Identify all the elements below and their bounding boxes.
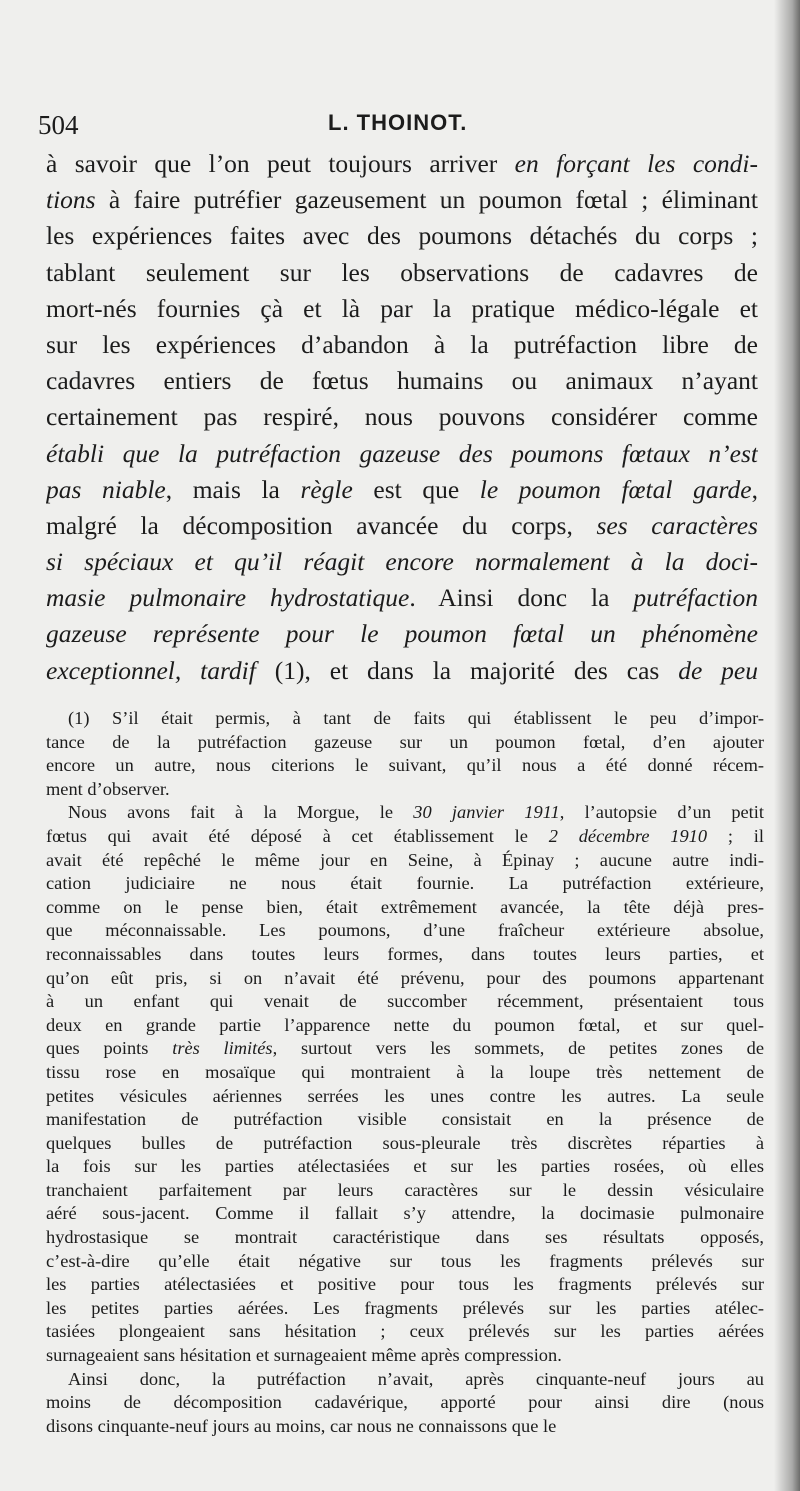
text-run: les parties atélectasiées et positive pour tous les fragments prélevés sur [46, 1274, 764, 1295]
text-run: quelques bulles de putréfaction sous-pleurale très discrètes réparties à [46, 1132, 764, 1153]
italic-text: règle [300, 474, 353, 504]
body-line [46, 616, 758, 652]
italic-text: pas niable [46, 474, 166, 504]
footnote-line [46, 731, 764, 755]
text-run: Nous avons fait à la Morgue, le [68, 802, 414, 823]
text-run: tranchaient parfaitement par leurs caractères sur le dessin vésiculaire [46, 1179, 764, 1200]
body-line [46, 182, 758, 218]
text-run: , surtout vers les sommets, de petites zones de [272, 1038, 764, 1059]
body-line [46, 580, 758, 616]
text-run: reconnaissables dans toutes leurs formes, dans toutes leurs parties, et [46, 943, 764, 964]
text-run: avait été repêché le même jour en Seine, à Épinay ; aucune autre indi- [46, 849, 764, 870]
footnote-line [46, 1368, 764, 1392]
body-line [46, 291, 758, 327]
text-run: encore un autre, nous citerions le suivant, qu’il nous a été donné récem- [46, 755, 764, 776]
italic-text: tions [46, 185, 96, 215]
text-run: deux en grande partie l’apparence nette du poumon fœtal, et sur quel- [46, 1014, 764, 1035]
running-head: L. THOINOT. [328, 110, 468, 135]
footnote-line [46, 1344, 764, 1368]
text-run: , mais la [165, 474, 301, 504]
footnote-line [46, 1320, 764, 1344]
footnote-line [46, 1250, 764, 1274]
text-run: ques points [46, 1038, 173, 1059]
italic-text: établi que la putréfaction gazeuse des poumons fœtaux n’est [46, 438, 758, 468]
italic-text: ses caractères [596, 510, 758, 540]
footnote-line [46, 1014, 764, 1038]
italic-text: en forçant les condi- [514, 149, 758, 178]
footnote-line [46, 967, 764, 991]
italic-text: 2 décembre 1910 [548, 825, 708, 846]
footnote-line [46, 1132, 764, 1156]
text-run: les expériences faites avec des poumons détachés du corps ; [46, 221, 758, 251]
italic-text: de peu [678, 655, 758, 685]
footnote-line [46, 1179, 764, 1203]
text-run: moins de décomposition cadavérique, apporté pour ainsi dire (nous [46, 1392, 764, 1413]
text-run: cation judiciaire ne nous était fournie. La putréfaction extérieure, [46, 873, 764, 894]
text-run: certainement pas respiré, nous pouvons considérer comme [46, 402, 758, 432]
text-run: comme on le pense bien, était extrêmement avancée, la tête déjà pres- [46, 896, 764, 917]
footnote-line [46, 1061, 764, 1085]
text-run: ment d’observer. [46, 778, 170, 799]
text-run: , [751, 474, 758, 504]
italic-text: le poumon fœtal garde [479, 474, 752, 504]
italic-text: si spéciaux et qu’il réagit encore normalement à la doci- [46, 547, 758, 577]
text-run: tasiées plongeaient sans hésitation ; ceux prélevés sur les parties aérées [46, 1321, 764, 1342]
footnote-line [46, 872, 764, 896]
italic-text: masie pulmonaire hydrostatique [46, 583, 410, 613]
text-run: à savoir que l’on peut toujours arriver [46, 149, 515, 178]
body-line [46, 653, 758, 689]
text-run: la fois sur les parties atélectasiées et sur les parties rosées, où elles [46, 1156, 764, 1177]
footnote-line [46, 1037, 764, 1061]
italic-text: 30 janvier 1911 [413, 802, 560, 823]
text-run: petites vésicules aériennes serrées les unes contre les autres. La seule [46, 1085, 764, 1106]
text-run: mort-nés fournies çà et là par la pratique médico-légale et [46, 293, 758, 323]
footnote-line [46, 1155, 764, 1179]
text-run: (1), et dans la majorité des cas [255, 655, 679, 685]
text-run: (1) S’il était permis, à tant de faits qui établissent le peu d’impor- [68, 708, 764, 728]
text-run: tablant seulement sur les observations de cadavres de [46, 257, 758, 287]
text-run: Ainsi donc, la putréfaction n’avait, après cinquante-neuf jours au [68, 1368, 764, 1389]
footnote-line [46, 801, 764, 825]
footnote [46, 707, 764, 1438]
footnote-line [46, 1085, 764, 1109]
footnote-line [46, 1297, 764, 1321]
italic-text: exceptionnel, tardif [46, 655, 256, 685]
body-line [46, 363, 758, 399]
text-run: . Ainsi donc la [409, 583, 634, 613]
footnote-line [46, 754, 764, 778]
body-line [46, 508, 758, 544]
body-line [46, 544, 758, 580]
footnote-line [46, 1108, 764, 1132]
body-line [46, 472, 758, 508]
footnote-line [46, 919, 764, 943]
text-run: , l’autopsie d’un petit [559, 802, 764, 823]
text-run: que méconnaissable. Les poumons, d’une fraîcheur extérieure absolue, [46, 920, 764, 941]
text-run: c’est-à-dire qu’elle était négative sur tous les fragments prélevés sur [46, 1250, 764, 1271]
footnote-line [46, 1415, 764, 1439]
page-edge-shadow [774, 0, 800, 1491]
text-run: tissu rose en mosaïque qui montraient à la loupe très nettement de [46, 1061, 764, 1082]
footnote-line [46, 825, 764, 849]
text-run: disons cinquante-neuf jours au moins, car nous ne connaissons que le [46, 1415, 557, 1436]
body-line [46, 218, 758, 254]
body-line [46, 436, 758, 472]
text-run: ; il [707, 825, 764, 846]
text-run: est que [352, 474, 480, 504]
italic-text: gazeuse représente pour le poumon fœtal un phénomène [46, 619, 758, 649]
page-header [38, 104, 758, 140]
italic-text: très limités [172, 1038, 273, 1059]
text-run: les petites parties aérées. Les fragments prélevés sur les parties atélec- [46, 1297, 764, 1318]
text-run: cadavres entiers de fœtus humains ou animaux n’ayant [46, 366, 758, 396]
text-run: tance de la putréfaction gazeuse sur un poumon fœtal, d’en ajouter [46, 731, 764, 752]
text-run: manifestation de putréfaction visible consistait en la présence de [46, 1109, 764, 1130]
text-run: sur les expériences d’abandon à la putréfaction libre de [46, 329, 758, 359]
footnote-line [46, 1273, 764, 1297]
italic-text: putréfaction [633, 583, 758, 613]
footnote-line [46, 849, 764, 873]
footnote-line [46, 778, 764, 802]
body-line [46, 146, 758, 182]
body-line [46, 327, 758, 363]
footnote-line [46, 1202, 764, 1226]
text-run: surnageaient sans hésitation et surnageaient même après compression. [46, 1345, 562, 1366]
footnote-line [46, 707, 764, 731]
footnote-line [46, 990, 764, 1014]
text-run: aéré sous-jacent. Comme il fallait s’y attendre, la docimasie pulmonaire [46, 1203, 764, 1224]
text-run: à un enfant qui venait de succomber récemment, présentaient tous [46, 991, 764, 1012]
text-run: à faire putréfier gazeusement un poumon fœtal ; éliminant [95, 185, 758, 215]
text-run: hydrostasique se montrait caractéristique dans ses résultats opposés, [46, 1227, 764, 1248]
footnote-line [46, 896, 764, 920]
text-run: qu’on eût pris, si on n’avait été prévenu, pour des poumons appartenant [46, 967, 764, 988]
footnote-line [46, 1391, 764, 1415]
text-run: malgré la décomposition avancée du corps, [46, 510, 597, 540]
text-run: fœtus qui avait été déposé à cet établissement le [46, 825, 549, 846]
body-line [46, 255, 758, 291]
body-line [46, 399, 758, 435]
footnote-line [46, 1226, 764, 1250]
footnote-line [46, 943, 764, 967]
main-paragraph [46, 146, 758, 689]
page-number: 504 [38, 110, 79, 140]
